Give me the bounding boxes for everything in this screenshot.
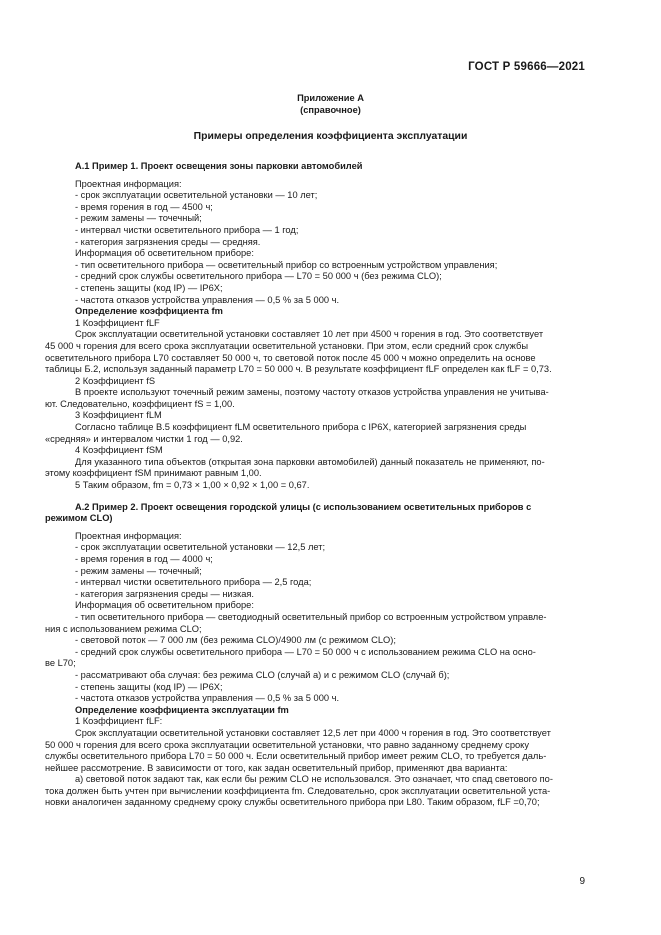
ex2-project-info: Проектная информация:: [75, 530, 182, 541]
ex2-text-line: а) световой поток задают так, как если бы режим CLO не использовался. Это означает, что спад светового по-: [75, 774, 553, 785]
ex1-text-line: этому коэффициент fSM принимают равным 1,00.: [45, 468, 262, 479]
ex1-coef3: 3 Коэффициент fLM: [75, 410, 162, 421]
ex2-item: - световой поток — 7 000 лм (без режима CLO)/4900 лм (с режимом CLO);: [75, 635, 396, 646]
ex1-text-line: Согласно таблице В.5 коэффициент fLM осветительного прибора с IP6X, категорией загрязнения среды: [75, 422, 527, 433]
main-title: Примеры определения коэффициента эксплуатации: [193, 131, 468, 142]
ex2-item: - категория загрязнения среды — низкая.: [75, 588, 255, 599]
ex1-text-line: Для указанного типа объектов (открытая зона парковки автомобилей) данный показатель не применяют, по-: [75, 456, 545, 467]
ex1-item: - время горения в год — 4500 ч;: [75, 201, 213, 212]
ex2-item: - режим замены — точечный;: [75, 565, 202, 576]
ex1-item: - частота отказов устройства управления — 0,5 % за 5 000 ч.: [75, 294, 340, 305]
ex2-item: - рассматривают оба случая: без режима CLO (случай а) и с режимом CLO (случай б);: [75, 669, 450, 680]
ex1-coef1: 1 Коэффициент fLF: [75, 317, 160, 328]
standard-number: ГОСТ Р 59666—2021: [468, 61, 585, 73]
ex1-text-line: таблицы Б.2, используя заданный параметр L70 = 50 000 ч. В результате коэффициент fLF определен как fLF = 0,73.: [45, 364, 552, 375]
ex1-text-line: «средняя» и интервалом чистки 1 год — 0,92.: [45, 433, 243, 444]
ex1-coef5: 5 Таким образом, fm = 0,73 × 1,00 × 0,92 × 1,00 = 0,67.: [75, 480, 310, 491]
ex1-item: - срок эксплуатации осветительной установки — 10 лет;: [75, 190, 318, 201]
ex1-item: - категория загрязнения среды — средняя.: [75, 236, 261, 247]
ex2-item: - степень защиты (код IP) — IP6X;: [75, 681, 223, 692]
example2-heading: А.2 Пример 2. Проект освещения городской улицы (с использованием осветительных приборов с: [75, 501, 532, 512]
ex1-definition-heading: Определение коэффициента fm: [75, 306, 223, 317]
ex1-item: - режим замены — точечный;: [75, 213, 202, 224]
ex1-luminaire-info: Информация об осветительном приборе:: [75, 248, 254, 259]
appendix-note: (справочное): [300, 105, 361, 115]
document-body: [45, 161, 585, 809]
ex1-item: - степень защиты (код IP) — IP6X;: [75, 282, 223, 293]
ex2-text-line: тока должен быть учтен при вычислении коэффициента fm. Следовательно, срок эксплуатации осветительной уста-: [45, 785, 551, 796]
ex1-text-line: 45 000 ч горения для всего срока эксплуатации осветительной установки. При этом, если средний срок службы: [45, 340, 529, 351]
ex2-item: - частота отказов устройства управления — 0,5 % за 5 000 ч.: [75, 693, 340, 704]
ex2-item: - тип осветительного прибора — светодиодный осветительный прибор со встроенным устройством управле-: [75, 611, 547, 622]
ex2-item: - время горения в год — 4000 ч;: [75, 554, 213, 564]
ex1-text-line: В проекте используют точечный режим замены, поэтому частоту отказов устройства управления не учитыва-: [75, 387, 549, 398]
ex1-item: - тип осветительного прибора — осветительный прибор со встроенным устройством управления;: [75, 259, 498, 270]
ex1-text-line: Срок эксплуатации осветительной установки составляет 10 лет при 4500 ч горения в год. Это соответствует: [75, 329, 544, 340]
example2-heading-cont: режимом CLO): [45, 513, 113, 524]
appendix-title: Приложение А: [297, 93, 364, 103]
ex2-text-line: 50 000 ч горения для всего срока эксплуатации осветительной установки, что равно заданному среднему сроку: [45, 739, 529, 750]
ex1-coef2: 2 Коэффициент fS: [75, 375, 156, 386]
ex1-coef4: 4 Коэффициент fSM: [75, 445, 163, 456]
ex2-item: - срок эксплуатации осветительной установки — 12,5 лет;: [75, 542, 326, 553]
ex2-text-line: новки аналогичен заданному среднему сроку службы осветительного прибора при L80. Таким образом, fLF =0,70;: [45, 797, 540, 808]
ex2-item: - средний срок службы осветительного прибора — L70 = 50 000 ч с использованием режима CLO на осно-: [75, 646, 536, 657]
ex2-luminaire-info: Информация об осветительном приборе:: [75, 600, 254, 611]
ex1-text-line: осветительного прибора L70 составляет 50 000 ч, то световой поток после 45 000 ч можно определить на основе: [45, 352, 536, 363]
ex2-text-line: нейшее рассмотрение. В зависимости от того, как задан осветительный прибор, применяют два варианта:: [45, 762, 508, 773]
ex2-definition-heading: Определение коэффициента эксплуатации fm: [75, 704, 289, 715]
ex2-coef1: 1 Коэффициент fLF:: [75, 716, 163, 727]
page-number: 9: [579, 876, 585, 887]
ex1-item: - средний срок службы осветительного прибора — L70 = 50 000 ч (без режима CLO);: [75, 271, 442, 282]
ex1-item: - интервал чистки осветительного прибора — 1 год;: [75, 224, 299, 235]
ex2-item: ния с использованием режима CLO;: [45, 623, 202, 634]
ex1-text-line: ют. Следовательно, коэффициент fS = 1,00.: [45, 398, 235, 409]
example1-heading: А.1 Пример 1. Проект освещения зоны парковки автомобилей: [75, 161, 363, 171]
ex2-item: - интервал чистки осветительного прибора — 2,5 года;: [75, 577, 312, 588]
ex2-item: ве L70;: [45, 658, 76, 669]
ex1-project-info: Проектная информация:: [75, 178, 182, 189]
ex2-text-line: службы осветительного прибора L70 = 50 000 ч. Если осветительный прибор имеет режим CLO, то требуется даль-: [45, 751, 547, 762]
ex2-text-line: Срок эксплуатации осветительной установки составляет 12,5 лет при 4000 ч горения в год. Это соответствует: [75, 727, 551, 738]
